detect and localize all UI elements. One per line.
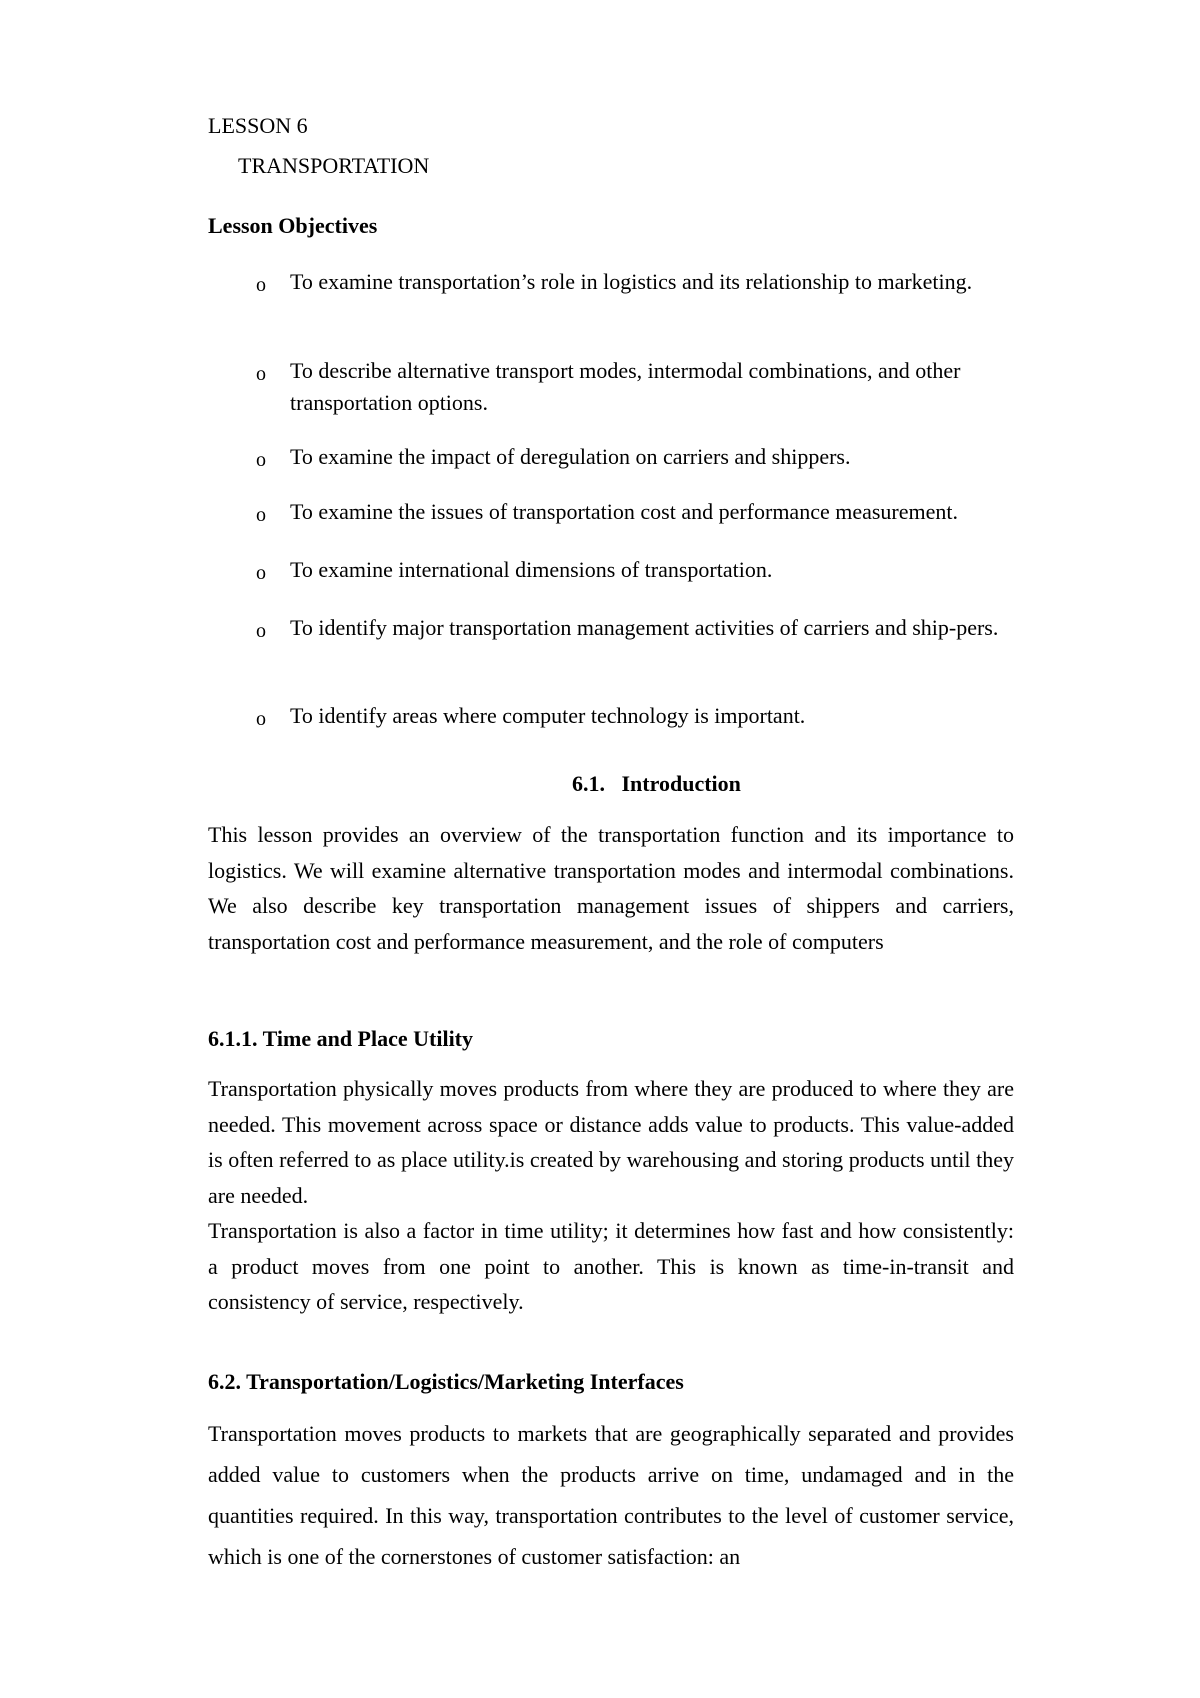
section-6-1-paragraph: This lesson provides an overview of the transportation function and its importance to logistics. We will examine alternative transportation modes and intermodal combinations. We also describe key transportation management issues of shippers and carriers, transportation cost and performance measurement, and the role of computers	[208, 822, 1014, 954]
objective-item: To examine transportation’s role in logistics and its relationship to marketing.	[290, 269, 973, 294]
objective-item: To describe alternative transport modes, intermodal combinations, and other transportation options.	[290, 358, 961, 415]
objective-item: To identify major transportation management activities of carriers and ship-pers.	[290, 615, 999, 640]
lesson-label: LESSON 6	[208, 113, 308, 138]
objective-item: To examine the issues of transportation cost and performance measurement.	[290, 499, 959, 524]
objectives-heading: Lesson Objectives	[208, 213, 378, 238]
section-6-2-heading: 6.2. Transportation/Logistics/Marketing Interfaces	[208, 1369, 684, 1394]
bullet-marker: o	[256, 708, 266, 730]
bullet-marker: o	[256, 449, 266, 471]
objective-item: To examine the impact of deregulation on carriers and shippers.	[290, 444, 851, 469]
objective-item: To examine international dimensions of transportation.	[290, 557, 773, 582]
bullet-marker: o	[256, 562, 266, 584]
bullet-marker: o	[256, 274, 266, 296]
bullet-marker: o	[256, 620, 266, 642]
objective-item: To identify areas where computer technology is important.	[290, 703, 806, 728]
bullet-marker: o	[256, 504, 266, 526]
section-6-2-paragraph: Transportation moves products to markets that are geographically separated and provides added value to customers when the products arrive on time, undamaged and in the quantities required. In this way, transportation contributes to the level of customer service, which is one of the cornerstones of customer satisfaction: an	[208, 1421, 1014, 1569]
bullet-marker: o	[256, 363, 266, 385]
section-6-1-1-paragraph-2: Transportation is also a factor in time utility; it determines how fast and how consistently: a product moves from one point to another. This is known as time-in-transit and consistency of service, respectively.	[208, 1218, 1014, 1314]
lesson-title: TRANSPORTATION	[238, 153, 430, 178]
section-6-1-1-heading: 6.1.1. Time and Place Utility	[208, 1026, 474, 1051]
section-6-1-1-paragraph-1: Transportation physically moves products from where they are produced to where they are needed. This movement across space or distance adds value to products. This value-added is often referred to as place utility.is created by warehousing and storing products until they are needed.	[208, 1076, 1014, 1208]
section-6-1-heading: 6.1. Introduction	[572, 771, 741, 796]
